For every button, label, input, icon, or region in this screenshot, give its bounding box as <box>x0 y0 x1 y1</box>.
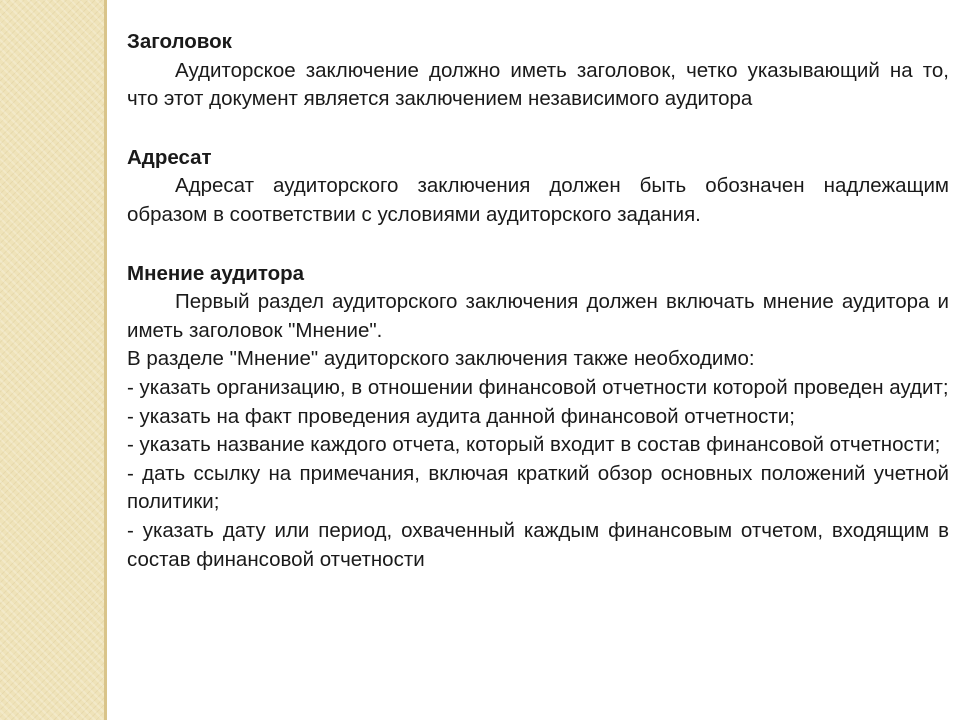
list-item: - указать организацию, в отношении финансовой отчетности которой проведен аудит; <box>127 375 949 399</box>
section-spacer <box>127 230 949 260</box>
section-heading-opinion: Мнение аудитора <box>127 261 305 285</box>
list-item: - указать дату или период, охваченный каждым финансовым отчетом, входящим в состав финансовой отчетности <box>127 518 949 571</box>
list-item: - указать название каждого отчета, который входит в состав финансовой отчетности; <box>127 433 941 457</box>
section-heading-title: Заголовок <box>127 30 232 53</box>
list-item: - дать ссылку на примечания, включая краткий обзор основных положений учетной политики; <box>127 461 949 514</box>
document-body <box>127 28 949 574</box>
section-heading-addressee: Адресат <box>127 145 212 169</box>
section-spacer <box>127 114 949 144</box>
section-text-addressee: Адресат аудиторского заключения должен быть обозначен надлежащим образом в соответствии с условиями аудиторского задания. <box>127 174 949 226</box>
decorative-side-border <box>104 0 107 720</box>
opinion-requirements-lead: В разделе "Мнение" аудиторского заключения также необходимо: <box>127 347 755 371</box>
decorative-side-stripe <box>0 0 104 720</box>
list-item: - указать на факт проведения аудита данной финансовой отчетности; <box>127 404 795 428</box>
section-text-opinion: Первый раздел аудиторского заключения должен включать мнение аудитора и иметь заголовок "Мнение". <box>127 290 949 342</box>
section-text-title: Аудиторское заключение должно иметь заголовок, четко указывающий на то, что этот документ является заключением независимого аудитора <box>127 58 949 111</box>
